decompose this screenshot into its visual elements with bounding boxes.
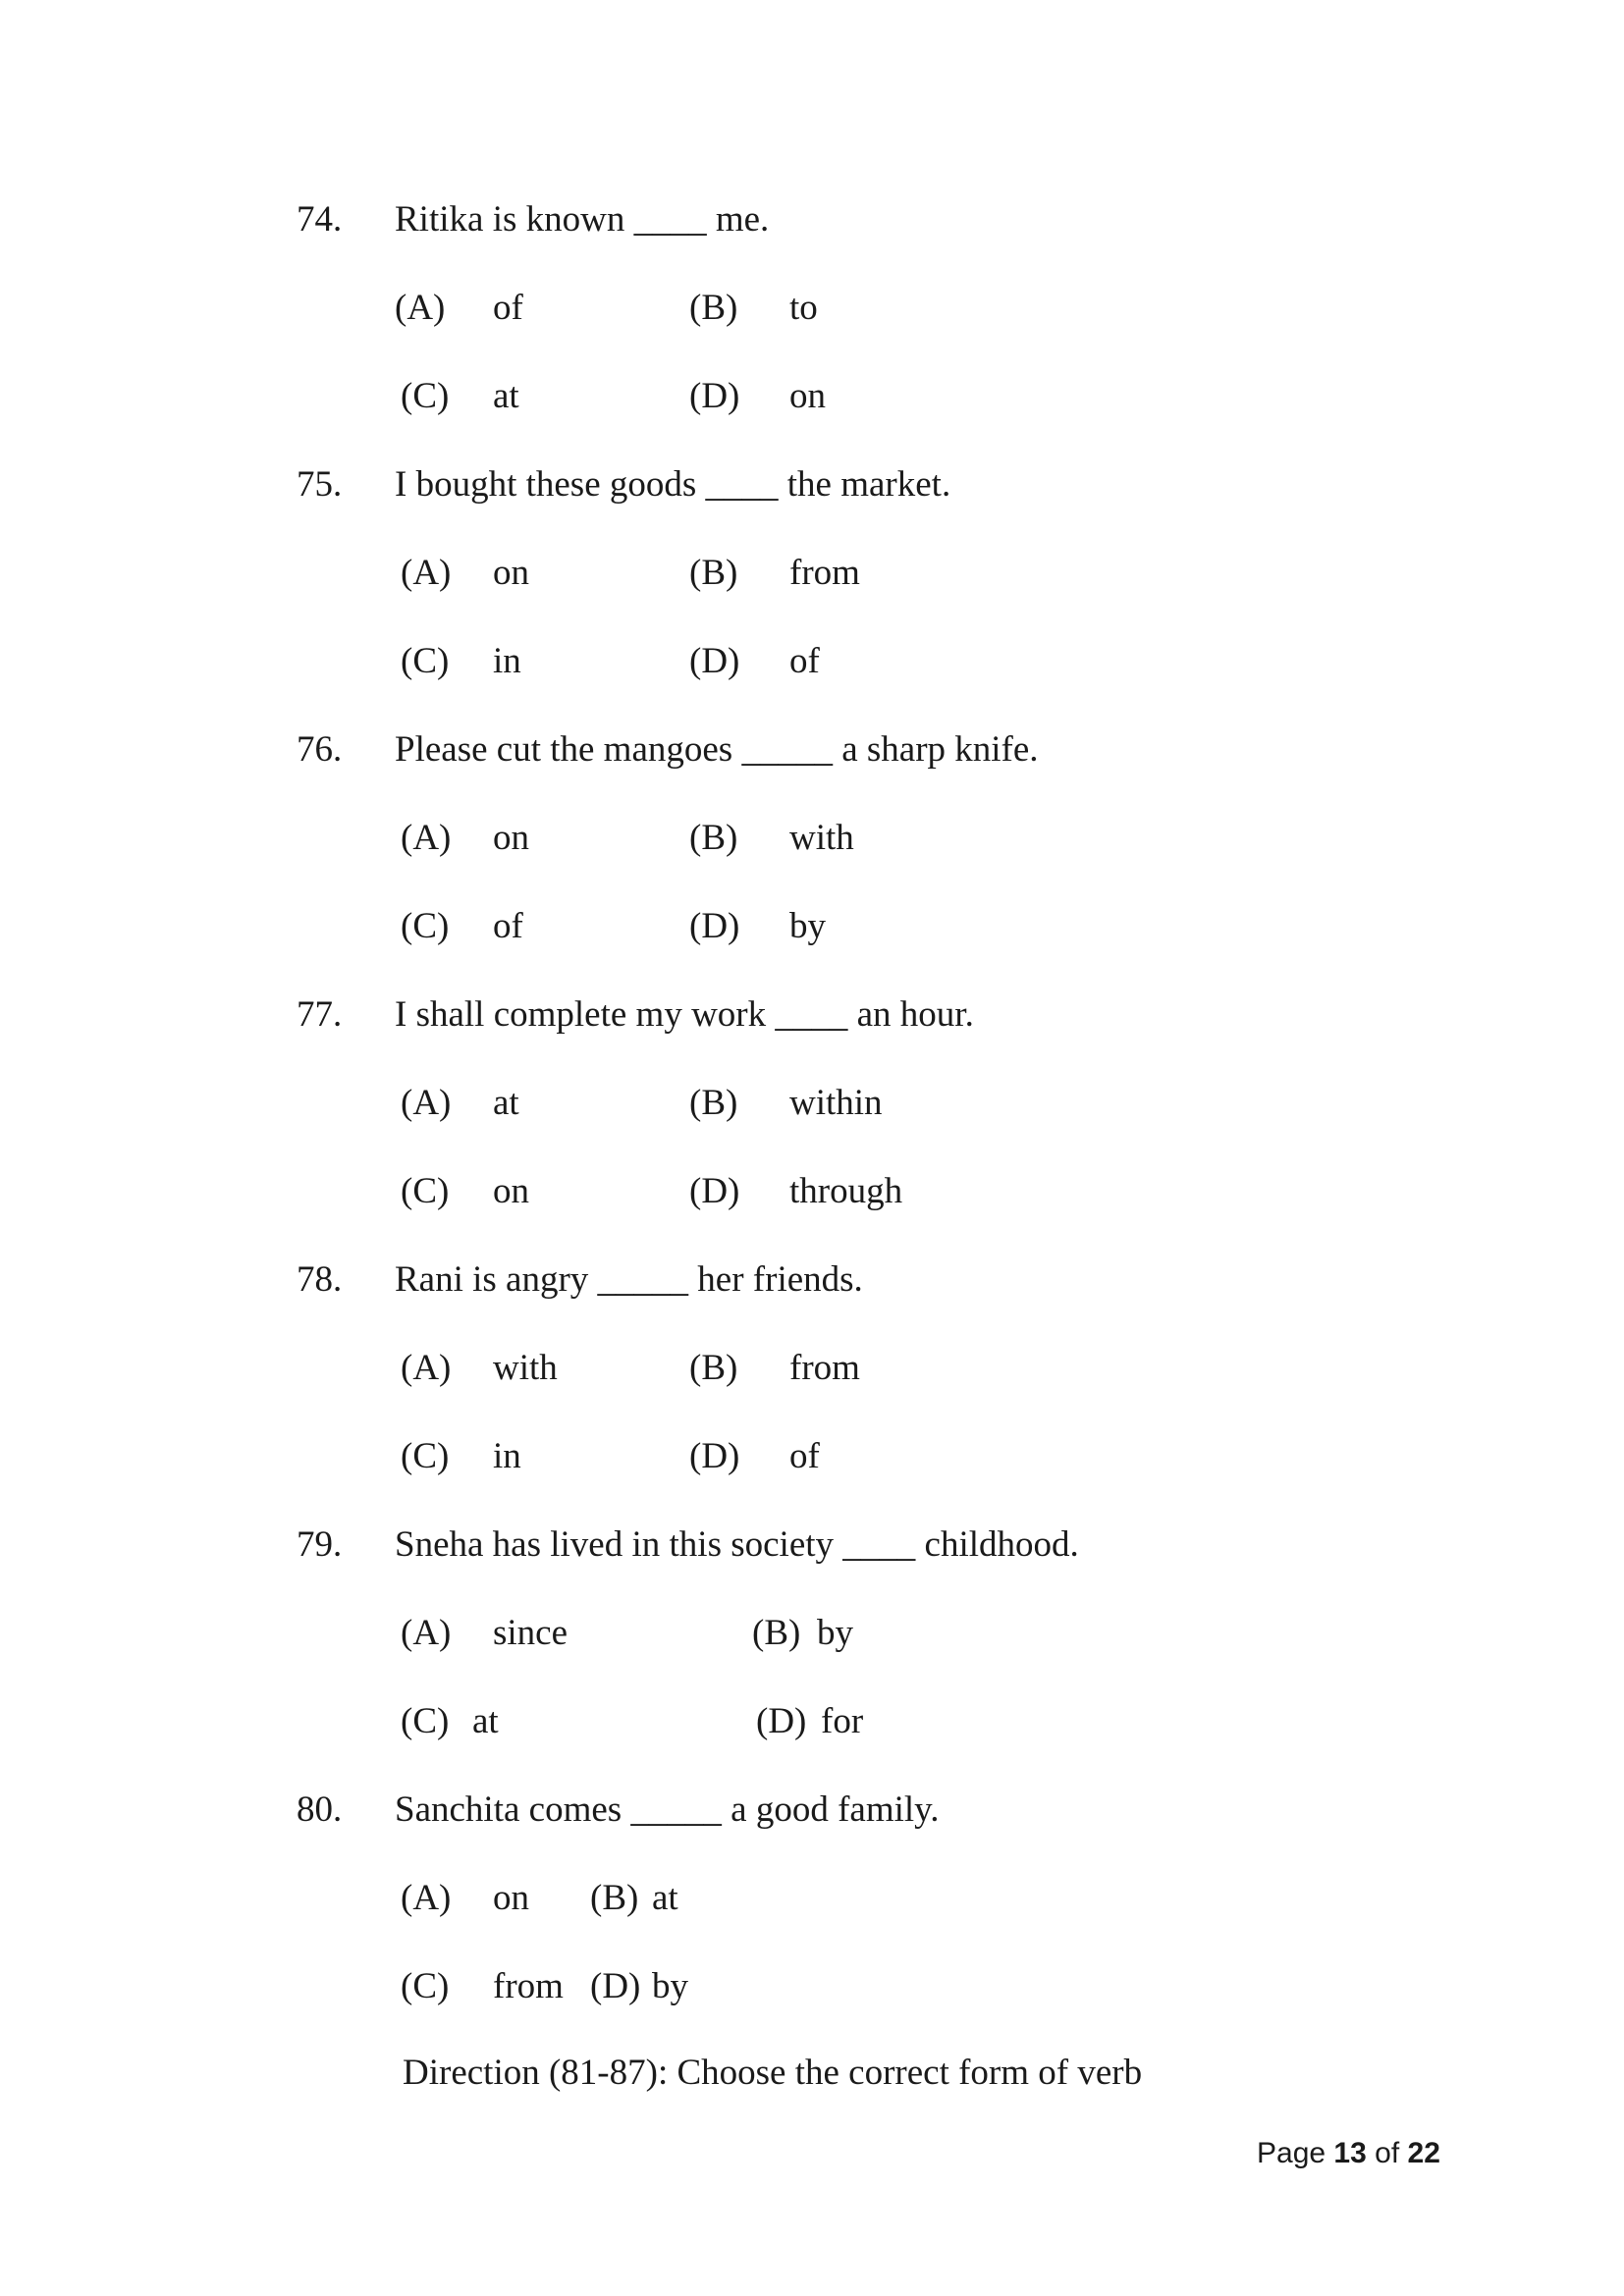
question-number: 77. bbox=[297, 994, 343, 1035]
option-label: (C) bbox=[401, 1171, 450, 1211]
option-value: by bbox=[817, 1613, 853, 1653]
question-number: 79. bbox=[297, 1524, 343, 1565]
option-label: (A) bbox=[401, 1878, 452, 1918]
option-value: at bbox=[493, 1083, 519, 1123]
option-label: (D) bbox=[689, 1171, 740, 1211]
option-value: with bbox=[789, 818, 854, 858]
option-value: of bbox=[789, 641, 820, 681]
option-label: (D) bbox=[689, 376, 740, 416]
option-value: on bbox=[789, 376, 826, 416]
question-text: I shall complete my work ____ an hour. bbox=[395, 994, 974, 1035]
option-value: for bbox=[821, 1701, 864, 1741]
option-label: (A) bbox=[401, 1348, 452, 1388]
page-separator: of bbox=[1375, 2137, 1400, 2169]
option-label: (B) bbox=[689, 1083, 738, 1123]
question-number: 75. bbox=[297, 464, 343, 505]
question-text: Please cut the mangoes _____ a sharp knife. bbox=[395, 729, 1039, 770]
page-label: Page bbox=[1257, 2137, 1326, 2169]
question-text: Sneha has lived in this society ____ childhood. bbox=[395, 1524, 1079, 1565]
option-label: (A) bbox=[401, 1083, 452, 1123]
question-text: I bought these goods ____ the market. bbox=[395, 464, 951, 505]
option-label: (D) bbox=[590, 1966, 641, 2006]
option-label: (A) bbox=[401, 1613, 452, 1653]
option-label: (D) bbox=[689, 641, 740, 681]
option-value: from bbox=[789, 1348, 860, 1388]
question-text: Ritika is known ____ me. bbox=[395, 199, 770, 240]
option-label: (A) bbox=[395, 288, 446, 328]
option-value: to bbox=[789, 288, 818, 328]
option-label: (C) bbox=[401, 906, 450, 946]
option-value: by bbox=[789, 906, 826, 946]
option-label: (B) bbox=[689, 818, 738, 858]
option-label: (A) bbox=[401, 553, 452, 593]
option-value: on bbox=[493, 553, 529, 593]
option-label: (B) bbox=[590, 1878, 639, 1918]
section-direction: Direction (81-87): Choose the correct form of verb bbox=[403, 2053, 1143, 2093]
option-value: within bbox=[789, 1083, 883, 1123]
option-label: (A) bbox=[401, 818, 452, 858]
option-label: (D) bbox=[689, 906, 740, 946]
question-number: 76. bbox=[297, 729, 343, 770]
option-value: of bbox=[493, 906, 523, 946]
page-footer bbox=[1257, 2136, 1440, 2171]
current-page-number: 13 bbox=[1333, 2137, 1367, 2169]
option-value: by bbox=[652, 1966, 688, 2006]
option-value: from bbox=[493, 1966, 564, 2006]
option-label: (C) bbox=[401, 1436, 450, 1476]
option-value: in bbox=[493, 641, 521, 681]
option-value: since bbox=[493, 1613, 568, 1653]
option-label: (B) bbox=[689, 553, 738, 593]
question-text: Rani is angry _____ her friends. bbox=[395, 1259, 863, 1300]
option-label: (D) bbox=[756, 1701, 807, 1741]
option-value: on bbox=[493, 1878, 529, 1918]
option-value: at bbox=[493, 376, 519, 416]
option-value: from bbox=[789, 553, 860, 593]
option-value: with bbox=[493, 1348, 558, 1388]
option-value: through bbox=[789, 1171, 903, 1211]
option-value: at bbox=[472, 1701, 499, 1741]
question-number: 78. bbox=[297, 1259, 343, 1300]
option-label: (C) bbox=[401, 641, 450, 681]
option-label: (D) bbox=[689, 1436, 740, 1476]
option-label: (B) bbox=[752, 1613, 801, 1653]
option-value: in bbox=[493, 1436, 521, 1476]
option-label: (B) bbox=[689, 288, 738, 328]
option-value: of bbox=[789, 1436, 820, 1476]
option-label: (C) bbox=[401, 376, 450, 416]
option-value: at bbox=[652, 1878, 678, 1918]
option-label: (B) bbox=[689, 1348, 738, 1388]
total-page-count: 22 bbox=[1407, 2137, 1440, 2169]
question-text: Sanchita comes _____ a good family. bbox=[395, 1789, 940, 1830]
option-value: of bbox=[493, 288, 523, 328]
option-value: on bbox=[493, 1171, 529, 1211]
question-number: 74. bbox=[297, 199, 343, 240]
option-value: on bbox=[493, 818, 529, 858]
option-label: (C) bbox=[401, 1966, 450, 2006]
option-label: (C) bbox=[401, 1701, 450, 1741]
question-number: 80. bbox=[297, 1789, 343, 1830]
